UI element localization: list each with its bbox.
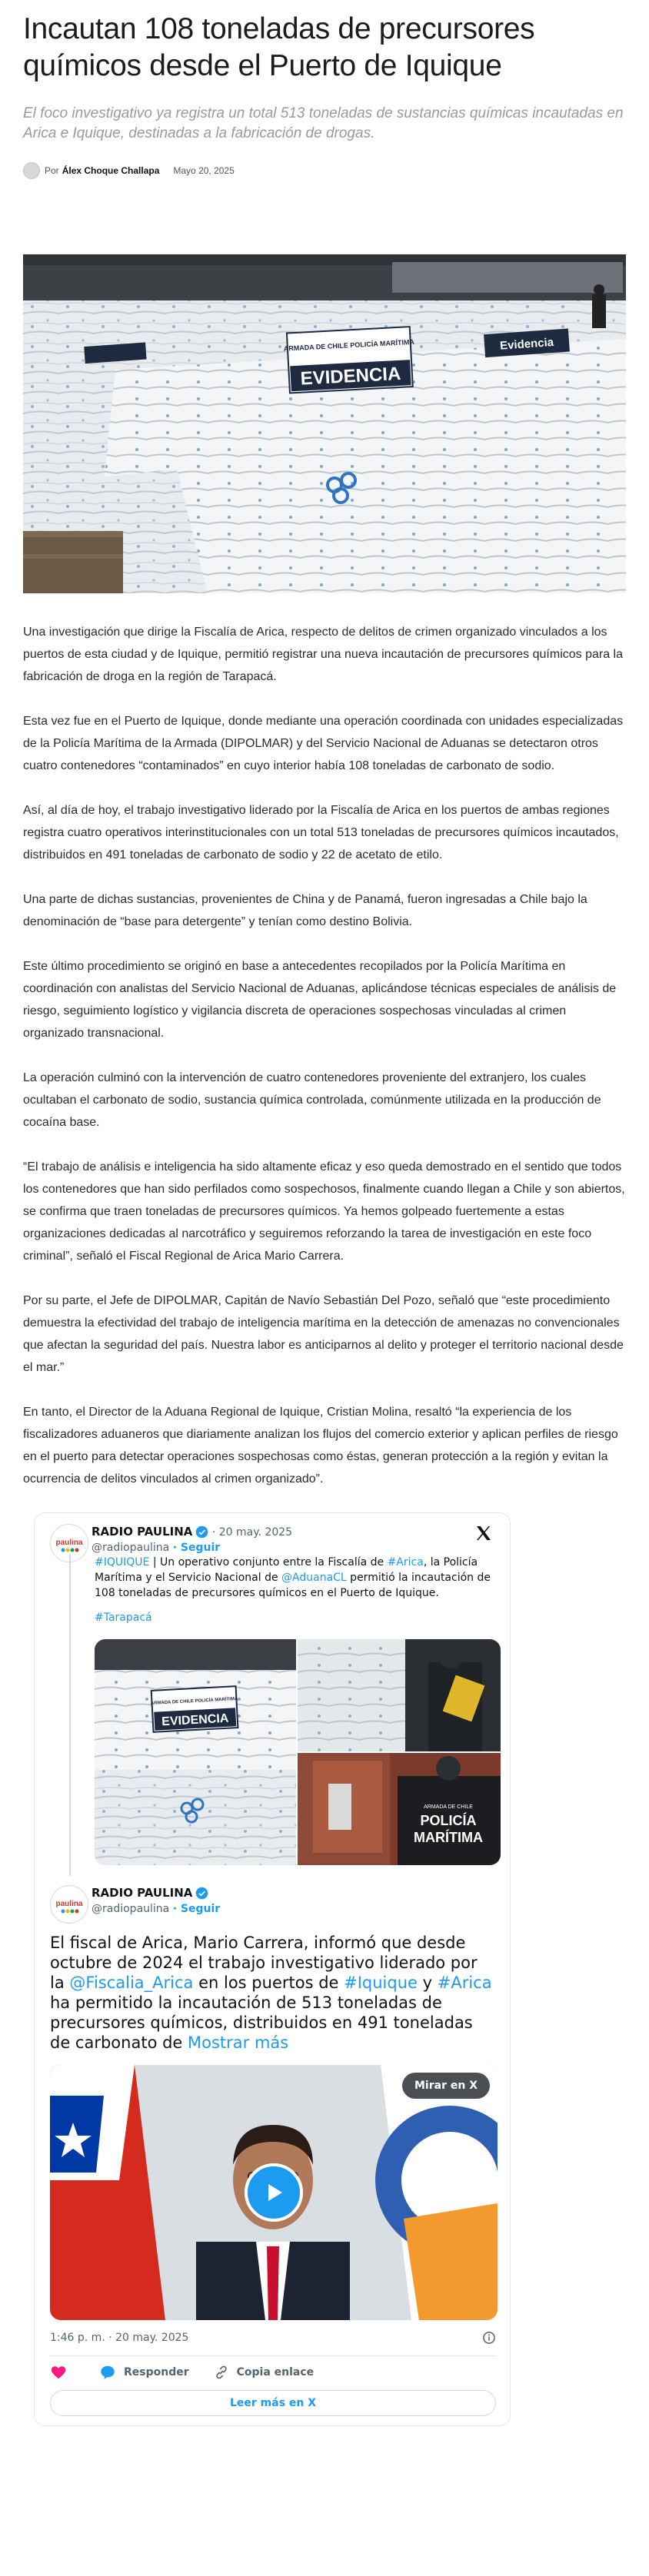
copy-link-label: Copia enlace xyxy=(236,2366,315,2378)
quoted-tweet-meta xyxy=(92,1524,292,1555)
hero-sign-side-text: Evidencia xyxy=(499,335,554,353)
main-tweet xyxy=(50,1885,496,2416)
byline-prefix: Por xyxy=(45,165,59,176)
account-handle[interactable]: @radiopaulina xyxy=(92,1542,170,1554)
radio-paulina-avatar[interactable] xyxy=(50,1885,88,1924)
photo-sign-top-text: ARMADA DE CHILE POLICÍA MARÍTIMA xyxy=(150,1697,238,1706)
read-more-on-x-button[interactable]: Leer más en X xyxy=(50,2390,496,2416)
tweet-video[interactable] xyxy=(50,2065,498,2320)
paragraph: “El trabajo de análisis e inteligencia ha sido altamente eficaz y eso queda demostrado en el sentido que todos los contenedores que han sido perfilados como sospechosos, finalmente cuando llegan a Chile y son abiertos, se confirma que traen toneladas de precursores químicos. Ya hemos golpeado fuertemente a estas organizaciones dedicadas al narcotráfico y seguiremos reforzando la tarea de investigación en este foco criminal”, señaló el Fiscal Regional de Arica Mario Carrera. xyxy=(23,1160,625,1263)
avatar-logo-text: paulina xyxy=(55,1900,83,1908)
quoted-tweet-body xyxy=(50,1555,496,1876)
main-tweet-meta xyxy=(92,1885,220,1917)
tweet-photo[interactable] xyxy=(298,1753,501,1865)
article-title: Incautan 108 toneladas de precursores químicos desde el Puerto de Iquique xyxy=(23,12,535,82)
publish-date: Mayo 20, 2025 xyxy=(173,165,235,176)
show-more-link[interactable]: Mostrar más xyxy=(188,2033,289,2052)
author-link[interactable]: Álex Choque Challapa xyxy=(62,165,160,176)
paragraph: En tanto, el Director de la Aduana Regional de Iquique, Cristian Molina, resaltó “la experiencia de los fiscalizadores aduaneros que diariamente analizan los flujos del comercio exterior y aplican perfiles de riesgo en el puerto para detectar operaciones sospechosas como éstas, generan protección a la región y evitan la ocurrencia de delitos vinculados al crimen organizado”. xyxy=(23,1406,618,1486)
play-button[interactable] xyxy=(245,2163,303,2222)
info-icon[interactable] xyxy=(482,2331,496,2345)
tweet-media-grid[interactable] xyxy=(95,1639,501,1865)
byline xyxy=(23,162,626,179)
tweet-timestamp-row xyxy=(50,2329,496,2346)
embedded-tweet[interactable] xyxy=(34,1512,511,2426)
main-tweet-header xyxy=(50,1885,496,1925)
hashtag-link[interactable]: #Arica xyxy=(387,1556,424,1569)
vest-main2-text: MARÍTIMA xyxy=(414,1830,483,1845)
photo-inspection-graphic xyxy=(298,1639,501,1751)
photo-officer-graphic xyxy=(298,1753,501,1865)
paragraph: Este último procedimiento se originó en base a antecedentes recopilados por la Policía Marítima en coordinación con analistas del Servicio Nacional de Aduanas, aplicándose técnicas especiales de análisis de riesgo, seguimiento logístico y vigilancia discreta de operaciones sospechosas vinculadas al crimen organizado transnacional. xyxy=(23,960,617,1040)
hashtag-link[interactable]: #Arica xyxy=(437,1973,492,1992)
account-name[interactable]: RADIO PAULINA xyxy=(92,1524,208,1539)
vest-top-text: ARMADA DE CHILE xyxy=(424,1804,473,1810)
account-name[interactable]: RADIO PAULINA xyxy=(92,1885,208,1900)
follow-link[interactable]: · Seguir xyxy=(172,1903,221,1915)
hashtag-link[interactable]: #Tarapacá xyxy=(95,1612,152,1624)
copy-link-button[interactable] xyxy=(214,2365,315,2380)
hero-image-graphic xyxy=(23,254,626,593)
paragraph: Así, al día de hoy, el trabajo investigativo liderado por la Fiscalía de Arica en los puertos de ambas regiones registra cuatro operativos interinstitucionales con un total 513 toneladas de precursores químicos incautados, distribuidos en 491 toneladas de carbonato de sodio y 22 de acetato de etilo. xyxy=(23,804,619,861)
hero-sign-text: EVIDENCIA xyxy=(300,363,401,390)
quoted-tweet-text: #IQUIQUE | Un operativo conjunto entre la Fiscalía de #Arica, la Policía Marítima y el Servicio Nacional de @AduanaCL permitió la incautación de 108 toneladas de precursores químicos en el Puerto de Iquique. xyxy=(95,1556,491,1599)
paragraph: Por su parte, el Jefe de DIPOLMAR, Capitán de Navío Sebastián Del Pozo, señaló que “este procedimiento demuestra la efectividad del trabajo de inteligencia marítima en la detección de amenazas no convencionales que afectan la seguridad del país. Nuestra labor es anticiparnos al delito y proteger el territorio nacional desde el mar.” xyxy=(23,1294,624,1374)
radio-paulina-logo-icon xyxy=(52,1887,86,1921)
photo-sacks-graphic xyxy=(95,1639,296,1865)
x-logo-icon[interactable] xyxy=(474,1524,493,1542)
heart-icon xyxy=(50,2364,67,2381)
tweet-timestamp[interactable]: 1:46 p. m. · 20 may. 2025 xyxy=(50,2332,189,2344)
like-button[interactable] xyxy=(50,2364,75,2381)
divider xyxy=(50,2355,496,2356)
paragraph: La operación culminó con la intervención de cuatro contenedores proveniente del extranjero, los cuales ocultaban el carbonato de sodio, sustancia química controlada, comúnmente utilizada en la producción de cocaína base. xyxy=(23,1071,601,1129)
hero-image xyxy=(23,254,626,593)
verified-badge-icon xyxy=(195,1887,208,1900)
hashtag-link[interactable]: #IQUIQUE xyxy=(95,1556,150,1569)
mention-link[interactable]: @Fiscalia_Arica xyxy=(69,1973,194,1992)
author-avatar xyxy=(23,162,40,179)
hero-sign-top-text: ARMADA DE CHILE POLICÍA MARÍTIMA xyxy=(283,337,415,353)
reply-button[interactable] xyxy=(99,2364,189,2381)
hashtag-link[interactable]: #Iquique xyxy=(344,1973,418,1992)
tweet-photo[interactable] xyxy=(95,1639,296,1865)
thread-line xyxy=(69,1555,71,1876)
follow-link[interactable]: · Seguir xyxy=(172,1542,221,1554)
paragraph: Esta vez fue en el Puerto de Iquique, donde mediante una operación coordinada con unidades especializadas de la Policía Marítima de la Armada (DIPOLMAR) y del Servicio Nacional de Aduanas se detectaron otros cuatro contenedores “contaminados” en cuyo interior había 108 toneladas de carbonato de sodio. xyxy=(23,715,624,772)
tweet-photo-column xyxy=(298,1639,501,1865)
vest-main-text: POLICÍA xyxy=(420,1813,477,1828)
paragraph: Una investigación que dirige la Fiscalía de Arica, respecto de delitos de crimen organizado vinculados a los puertos de esta ciudad y de Iquique, permitió registrar una nueva incautación de precursores químicos para la fabricación de droga en la región de Tarapacá. xyxy=(23,626,624,683)
tweet-photo[interactable] xyxy=(298,1639,501,1751)
account-handle[interactable]: @radiopaulina xyxy=(92,1903,170,1915)
mention-link[interactable]: @AduanaCL xyxy=(281,1572,347,1584)
reply-label: Responder xyxy=(124,2366,189,2378)
photo-sign-text: EVIDENCIA xyxy=(161,1711,229,1729)
article-subtitle: El foco investigativo ya registra un total 513 toneladas de sustancias químicas incautadas en Arica e Iquique, destinadas a la fabricación de drogas. xyxy=(23,105,624,141)
main-tweet-text: El fiscal de Arica, Mario Carrera, informó que desde octubre de 2024 el trabajo investigativo liderado por la @Fiscalia_Arica en los puertos de #Iquique y #Arica ha permitido la incautación de 513 toneladas de precursores químicos, distribuidos en 491 toneladas de carbonato de Mostrar más xyxy=(50,1934,492,2052)
reply-bubble-icon xyxy=(99,2364,116,2381)
tweet-date[interactable]: · 20 may. 2025 xyxy=(211,1526,293,1539)
article-body xyxy=(23,621,626,1490)
watch-on-x-button[interactable]: Mirar en X xyxy=(402,2073,490,2099)
avatar-logo-text: paulina xyxy=(55,1539,83,1547)
paragraph: Una parte de dichas sustancias, provenientes de China y de Panamá, fueron ingresadas a Chile bajo la denominación de “base para detergente” y tenían como destino Bolivia. xyxy=(23,893,587,928)
tweet-actions xyxy=(50,2364,496,2381)
link-icon xyxy=(214,2365,229,2380)
verified-badge-icon xyxy=(195,1525,208,1539)
play-icon xyxy=(262,2181,285,2204)
